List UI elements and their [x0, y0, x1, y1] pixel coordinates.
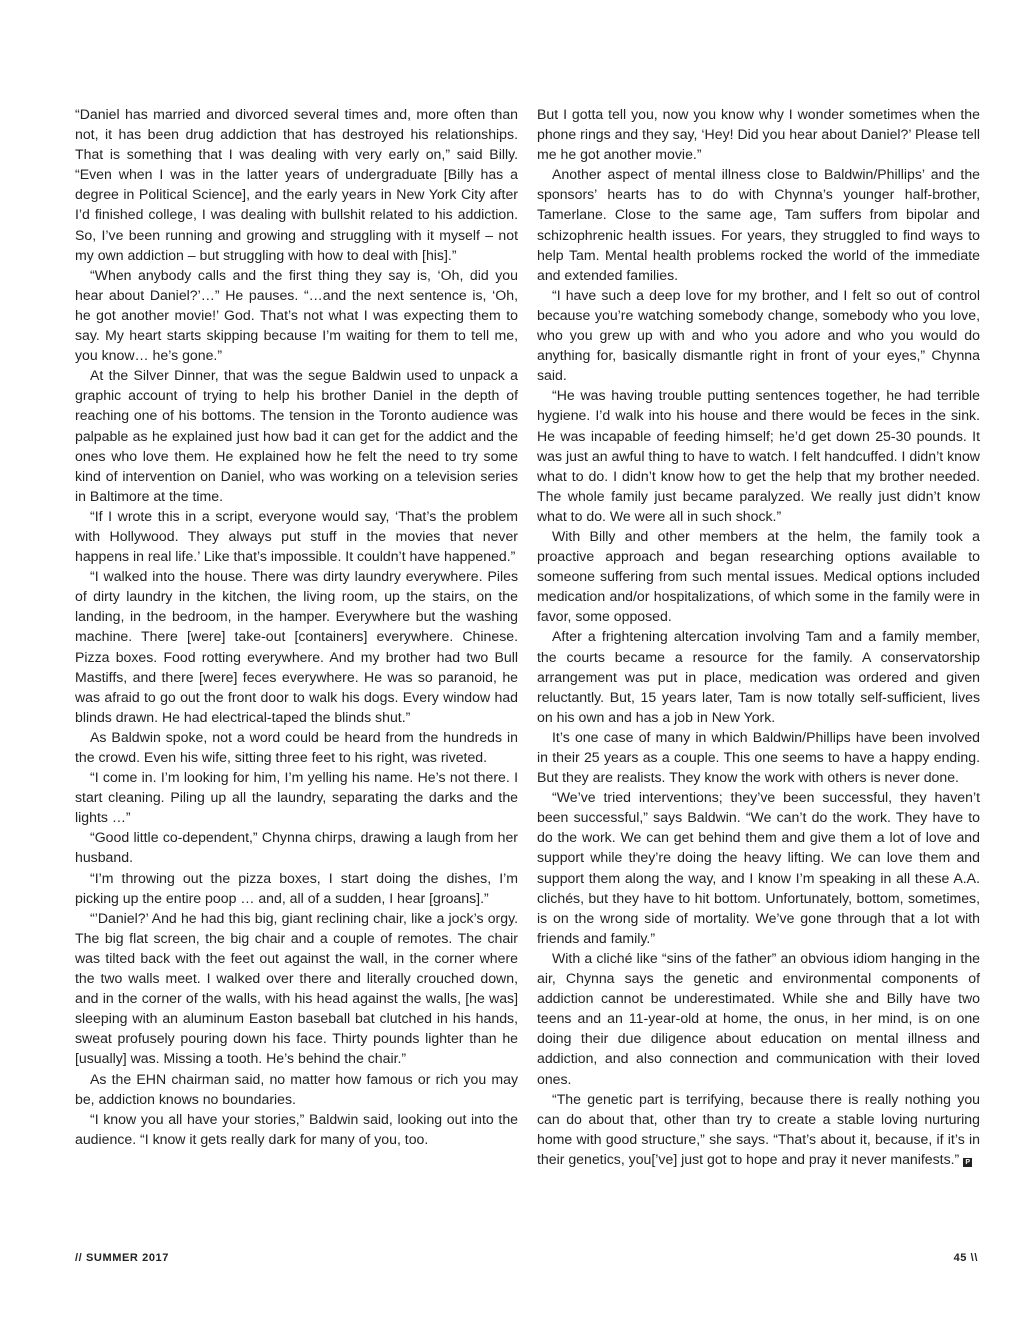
paragraph: “We’ve tried interventions; they’ve been successful, they haven’t been successful,” says Baldwin. “We can’t do the work. They have to do the work. We can get behind them and give them a lot of love and support while they’re doing the heavy lifting. We can love them and support them along the way, and I know I’m speaking in all these A.A. clichés, but they have to hit bottom. Unfortunately, bottom, sometimes, is on the wrong side of mortality. We’ve gone through that a lot with friends and family.” [537, 789, 980, 946]
page-number: 45 \\ [953, 1252, 978, 1264]
end-of-article-icon: P [963, 1158, 972, 1167]
paragraph: But I gotta tell you, now you know why I wonder sometimes when the phone rings and they say, ‘Hey! Did you hear about Daniel?’ Please tell me he got another movie.” [537, 106, 980, 163]
paragraph-last [537, 1089, 980, 1169]
paragraph: “I’m throwing out the pizza boxes, I start doing the dishes, I’m picking up the entire poop … and, all of a sudden, I hear [groans].” [75, 869, 518, 906]
paragraph: With Billy and other members at the helm, the family took a proactive approach and began researching options available to someone suffering from such mental issues. Medical options included medication and/or hospitalizations, of which some in the family were in favor, some opposed. [537, 527, 980, 625]
paragraph: After a frightening altercation involving Tam and a family member, the courts became a resource for the family. A conservatorship arrangement was put in place, medication was ordered and given reluctantly. But, 15 years later, Tam is now totally self-sufficient, lives on his own and has a job in New York. [537, 628, 980, 725]
paragraph: “I come in. I’m looking for him, I’m yelling his name. He’s not there. I start cleaning. Piling up all the laundry, separating the darks and the lights …” [75, 769, 518, 826]
paragraph: Another aspect of mental illness close to Baldwin/Phillips’ and the sponsors’ hearts has to do with Chynna’s younger half-brother, Tamerlane. Close to the same age, Tam suffers from bipolar and schizophrenic health issues. For years, they struggled to find ways to help Tam. Mental health problems rocked the world of the immediate and extended families. [537, 166, 980, 283]
right-column [537, 104, 980, 1169]
paragraph: “Daniel has married and divorced several times and, more often than not, it has been drug addiction that has destroyed his relationships. That is something that I was dealing with very early on,” said Billy. “Even when I was in the latter years of undergraduate [Billy has a degree in Political Science], and the early years in New York City after I’d finished college, I was dealing with bullshit related to his addiction. So, I’ve been running and growing and struggling with it myself – not my own addiction – but struggling with how to deal with [his].” [75, 106, 518, 263]
paragraph: “If I wrote this in a script, everyone would say, ‘That’s the problem with Hollywood. They always put stuff in the movies that never happens in real life.’ Like that’s impossible. It couldn’t have happened.” [75, 507, 518, 565]
paragraph: “I know you all have your stories,” Baldwin said, looking out into the audience. “I know it gets really dark for many of you, too. [75, 1110, 518, 1147]
paragraph: “’Daniel?’ And he had this big, giant reclining chair, like a jock’s orgy. The big flat screen, the big chair and a couple of remotes. The chair was tilted back with the feet out against the wall, in the corner where the two walls meet. I walked over there and literally crouched down, and in the corner of the walls, with his head against the walls, [he was] sleeping with an aluminum Easton baseball bat clutched in his hands, sweat profusely pouring down his face. Thirty pounds lighter than he [usually] was. Missing a tooth. He’s behind the chair.” [75, 909, 518, 1067]
paragraph: As the EHN chairman said, no matter how famous or rich you may be, addiction knows no boundaries. [75, 1070, 518, 1107]
paragraph: “Good little co-dependent,” Chynna chirps, drawing a laugh from her husband. [75, 829, 518, 866]
paragraph-last-text: “The genetic part is terrifying, because there is really nothing you can do about that, other than try to create a stable loving nurturing home with good structure,” she says. “That’s about it, because, if it’s in their genetics, you[’ve] just got to hope and pray it never manifests.” [537, 1090, 980, 1167]
left-column [75, 104, 518, 1149]
paragraph: “I have such a deep love for my brother, and I felt so out of control because you’re watching somebody change, somebody who you love, who you grew up with and who you adore and who you would do anything for, basically dismantle right in front of your eyes,” Chynna said. [537, 286, 980, 384]
issue-footer: // SUMMER 2017 [75, 1252, 169, 1264]
paragraph: “When anybody calls and the first thing they say is, ‘Oh, did you hear about Daniel?’…” He pauses. “…and the next sentence is, ‘Oh, he got another movie!’ God. That’s not what I was expecting them to say. My heart starts skipping because I’m waiting for them to tell me, you know… he’s gone.” [75, 266, 518, 364]
paragraph: “I walked into the house. There was dirty laundry everywhere. Piles of dirty laundry in the kitchen, the living room, up the stairs, on the landing, in the bedroom, in the hamper. Everywhere but the washing machine. There [were] take-out [containers] everywhere. Chinese. Pizza boxes. Food rotting everywhere. And my brother had two Bull Mastiffs, and there [were] feces everywhere. He was so paranoid, he was afraid to go out the front door to walk his dogs. Every window had blinds drawn. He had electrical-taped the blinds shut.” [75, 568, 518, 725]
paragraph: It’s one case of many in which Baldwin/Phillips have been involved in their 25 years as a couple. This one seems to have a happy ending. But they are realists. They know the work with others is never done. [537, 728, 980, 786]
paragraph: As Baldwin spoke, not a word could be heard from the hundreds in the crowd. Even his wife, sitting three feet to his right, was riveted. [75, 728, 518, 765]
paragraph: “He was having trouble putting sentences together, he had terrible hygiene. I’d walk into his house and there would be feces in the sink. He was incapable of feeding himself; he’d get down 25-30 pounds. It was just an awful thing to have to watch. I felt handcuffed. I didn’t know what to do. I didn’t know how to get the help that my brother needed. The whole family just became paralyzed. We really just didn’t know what to do. We were all in such shock.” [537, 387, 980, 524]
paragraph: With a cliché like “sins of the father” an obvious idiom hanging in the air, Chynna says the genetic and environmental components of addiction cannot be underestimated. While she and Billy have two teens and an 11-year-old at home, the onus, in her mind, is on one doing their due diligence about education on mental illness and addiction, and also connection and communication with their loved ones. [537, 949, 980, 1087]
paragraph: At the Silver Dinner, that was the segue Baldwin used to unpack a graphic account of trying to help his brother Daniel in the depth of reaching one of his bottoms. The tension in the Toronto audience was palpable as he explained just how bad it can get for the addict and the ones who love them. He explained how he felt the need to try some kind of intervention on Daniel, who was working on a television series in Baltimore at the time. [75, 367, 518, 504]
